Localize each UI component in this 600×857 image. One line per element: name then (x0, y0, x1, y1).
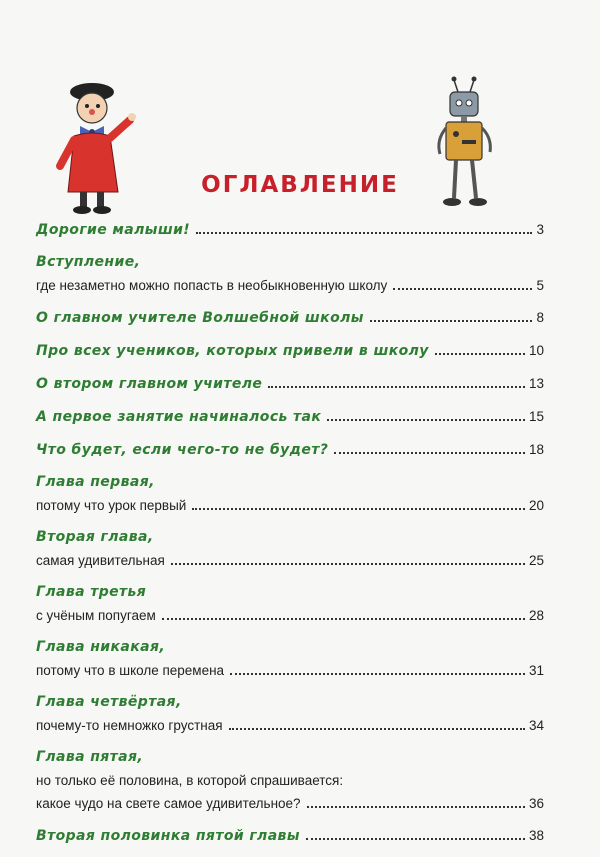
toc-entry-subtitle: потому что урок первый (36, 498, 187, 513)
toc-entry-title: Глава никакая, (36, 639, 166, 655)
toc-entry[interactable] (36, 218, 544, 242)
toc-entry-title: О главном учителе Волшебной школы (36, 310, 364, 326)
dot-leader (268, 386, 525, 388)
toc-entry-title: Вторая половинка пятой главы (36, 828, 300, 844)
dot-leader (307, 806, 525, 808)
toc-page-number: 3 (536, 222, 544, 237)
toc-entry[interactable] (36, 581, 544, 627)
toc-entry[interactable] (36, 405, 544, 429)
toc-entry[interactable] (36, 746, 544, 815)
dot-leader (162, 618, 525, 620)
toc-entry[interactable] (36, 471, 544, 517)
toc-page-number: 34 (528, 718, 544, 733)
toc-entry[interactable] (36, 251, 544, 297)
toc-entry[interactable] (36, 691, 544, 737)
toc-entry[interactable] (36, 339, 544, 363)
toc-entry-subtitle: какое чудо на свете самое удивительное? (36, 796, 301, 811)
toc-entry-subtitle: почему-то немножко грустная (36, 718, 223, 733)
toc-entry[interactable] (36, 824, 544, 848)
toc-entry-title: Дорогие малыши! (36, 222, 191, 238)
toc-entry-title: Вторая глава, (36, 529, 154, 545)
toc-entry[interactable] (36, 306, 544, 330)
toc-page-number: 31 (528, 663, 544, 678)
dot-leader (435, 353, 525, 355)
dot-leader (192, 508, 525, 510)
toc-entry-subtitle: самая удивительная (36, 553, 165, 568)
toc-entry-title: О втором главном учителе (36, 376, 263, 392)
toc-page-number: 15 (528, 409, 544, 424)
dot-leader (171, 563, 525, 565)
toc-entry-title: Глава пятая, (36, 749, 144, 765)
dot-leader (393, 288, 532, 290)
toc-entry-title: А первое занятие начиналось так (36, 409, 322, 425)
toc-page-number: 5 (536, 278, 544, 293)
dot-leader (306, 838, 525, 840)
toc-entry-title: Глава четвёртая, (36, 694, 182, 710)
toc-entry-title: Глава третья (36, 584, 147, 600)
toc-page-number: 10 (528, 343, 544, 358)
table-of-contents (36, 218, 544, 857)
toc-page-number: 28 (528, 608, 544, 623)
toc-entry-title: Про всех учеников, которых привели в школу (36, 343, 429, 359)
toc-page-number: 36 (528, 796, 544, 811)
toc-entry[interactable] (36, 372, 544, 396)
toc-page-number: 25 (528, 553, 544, 568)
toc-entry[interactable] (36, 526, 544, 572)
dot-leader (327, 419, 525, 421)
toc-entry-title: Вступление, (36, 254, 141, 270)
toc-page-number: 13 (528, 376, 544, 391)
toc-entry-subtitle: потому что в школе перемена (36, 663, 225, 678)
page-title: ОГЛАВЛЕНИЕ (201, 172, 399, 198)
toc-entry-subtitle: где незаметно можно попасть в необыкновенную школу (36, 278, 388, 293)
toc-entry-title: Глава первая, (36, 474, 155, 490)
toc-page-number: 18 (528, 442, 544, 457)
toc-entry-subtitle: с учёным попугаем (36, 608, 156, 623)
toc-entry-title: Что будет, если чего-то не будет? (36, 442, 329, 458)
toc-page-number: 38 (528, 828, 544, 843)
dot-leader (196, 232, 532, 234)
dot-leader (230, 673, 525, 675)
toc-entry[interactable] (36, 636, 544, 682)
toc-entry[interactable] (36, 438, 544, 462)
dot-leader (229, 728, 525, 730)
dot-leader (334, 452, 525, 454)
dot-leader (370, 320, 533, 322)
toc-page-number: 20 (528, 498, 544, 513)
toc-entry-subtitle: но только её половина, в которой спрашивается: (36, 773, 344, 788)
toc-page-number: 8 (536, 310, 544, 325)
